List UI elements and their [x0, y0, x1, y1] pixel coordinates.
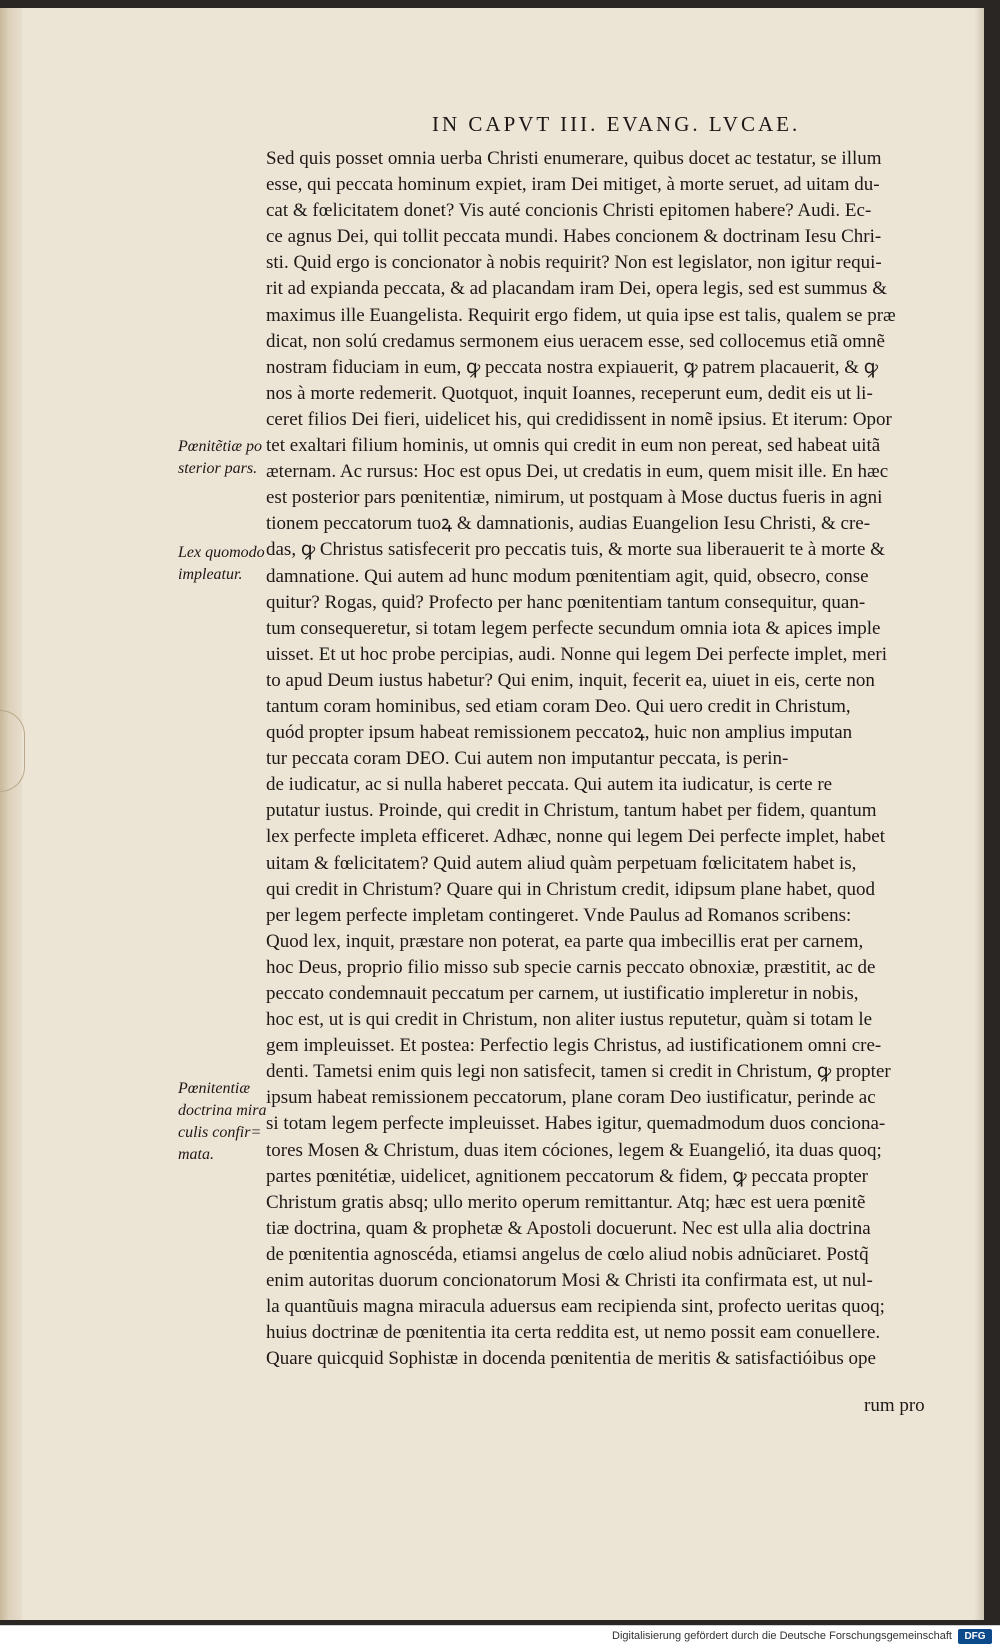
text-line: tionem peccatorum tuoꝝ & damnationis, audias Euangelion Iesu Christi, & cre- — [266, 513, 871, 535]
text-line: æternam. Ac rursus: Hoc est opus Dei, ut credatis in eum, quem misit ille. En hæc — [266, 461, 889, 483]
margin-note-line: doctrina mira — [178, 1102, 267, 1119]
margin-note-line: sterior pars. — [178, 460, 258, 477]
text-line: lex perfecte impleta efficeret. Adhæc, nonne qui legem Dei perfecte implet, habet — [266, 826, 885, 848]
text-line: peccato condemnauit peccatum per carnem, ut iustificatio impleretur in nobis, — [266, 983, 859, 1004]
text-line: per legem perfecte impletam contingeret. Vnde Paulus ad Romanos scribens: — [266, 904, 852, 926]
text-line: de iudicatur, ac si nulla haberet peccata. Qui autem ita iudicatur, is certe re — [266, 774, 833, 796]
text-line: tum consequeretur, si totam legem perfecte secundum omnia iota & apices imple — [266, 617, 881, 639]
text-line: de pœnitentia agnoscéda, etiamsi angelus de cœlo aliud nobis adnũciaret. Postq̃ — [266, 1243, 869, 1265]
page-edge-tab — [0, 710, 25, 792]
margin-note-doctrina — [178, 1078, 270, 1166]
text-line: tiæ doctrina, quam & prophetæ & Apostoli docuerunt. Nec est ulla alia doctrina — [266, 1217, 871, 1239]
text-line: denti. Tametsi enim quis legi non satisfecit, tamen si credit in Christum, ꝙ propter — [266, 1061, 891, 1083]
margin-note-line: Lex quomodo — [178, 544, 265, 561]
text-line: uitam & fœlicitatem? Quid autem aliud quàm perpetuam fœlicitatem habet is, — [266, 852, 857, 874]
text-line: partes pœnitétiæ, uidelicet, agnitionem peccatorum & fidem, ꝙ peccata propter — [266, 1165, 868, 1187]
margin-note-posterior-pars — [178, 436, 270, 480]
funding-notice: Digitalisierung gefördert durch die Deutsche Forschungsgemeinschaft — [612, 1630, 952, 1642]
margin-note-lex-quomodo — [178, 542, 270, 586]
text-line: tur peccata coram DEO. Cui autem non imputantur peccata, is perin- — [266, 748, 789, 770]
running-head: IN CAPVT III. EVANG. LVCAE. — [432, 112, 801, 136]
text-line: qui credit in Christum? Quare qui in Christum credit, idipsum plane habet, quod — [266, 878, 875, 900]
text-line: das, ꝙ Christus satisfecerit pro peccatis tuis, & morte sua liberauerit te à morte & — [266, 539, 885, 561]
text-line: rit ad expianda peccata, & ad placandam iram Dei, opera legis, sed est summus & — [266, 278, 887, 300]
text-line: Quare quicquid Sophistæ in docenda pœnitentia de meritis & satisfactióibus ope — [266, 1348, 876, 1370]
text-line: hoc est, ut is qui credit in Christum, non aliter iustus reputetur, quàm si totam le — [266, 1009, 873, 1031]
page-right-shadow — [974, 8, 984, 1620]
text-line: to apud Deum iustus habetur? Qui enim, inquit, fecerit ea, uiuet in eis, certe non — [266, 669, 875, 691]
margin-note-line: Pœnitentiæ — [178, 1080, 250, 1097]
margin-note-line: mata. — [178, 1146, 214, 1163]
text-line: enim autoritas duorum concionatorum Mosi & Christi ita confirmata est, ut nul- — [266, 1270, 873, 1292]
text-line: tet exaltari filium hominis, ut omnis qui credit in eum non pereat, sed habeat uitã — [266, 435, 881, 457]
text-line: sti. Quid ergo is concionator à nobis requirit? Non est legislator, non igitur requi- — [266, 252, 882, 274]
text-line: dicat, non solú credamus sermonem eius ueracem esse, sed collocemus etiã omnẽ — [266, 330, 885, 352]
text-line: est posterior pars pœnitentiæ, nimirum, ut postquam à Mose ductus fueris in agni — [266, 487, 883, 509]
main-text-block — [266, 146, 956, 1372]
text-line: ce agnus Dei, qui tollit peccata mundi. Habes concionem & doctrinam Iesu Chri- — [266, 226, 882, 248]
text-line: Christum gratis absq; ullo merito operum remittantur. Atq; hæc est uera pœnitẽ — [266, 1191, 866, 1213]
text-line: tores Mosen & Christum, duas item cóciones, legem & Euangelió, ita duas quoq; — [266, 1139, 882, 1161]
text-line: gem impleuisset. Et postea: Perfectio legis Christus, ad iustificationem omni cre- — [266, 1035, 882, 1057]
text-line: cat & fœlicitatem donet? Vis auté concionis Christi epitomen habere? Audi. Ec- — [266, 200, 872, 222]
margin-note-line: Pœnitẽtiæ po — [178, 438, 262, 455]
text-line: si totam legem perfecte impleuisset. Habes igitur, quemadmodum duos conciona- — [266, 1113, 886, 1135]
text-line: Quod lex, inquit, præstare non poterat, ea parte qua imbecillis erat per carnem, — [266, 930, 864, 952]
page-gutter-edge — [0, 8, 22, 1620]
dfg-logo-icon: DFG — [958, 1629, 992, 1644]
text-line: ipsum habeat remissionem peccatorum, plane coram Deo iustificatur, perinde ac — [266, 1087, 876, 1109]
text-line: maximus ille Euangelista. Requirit ergo fidem, ut quia ipse est talis, qualem se præ — [266, 304, 896, 326]
text-line: damnatione. Qui autem ad hunc modum pœnitentiam agit, quid, obsecro, conse — [266, 565, 869, 587]
footer-bar — [0, 1625, 1000, 1648]
text-line: quitur? Rogas, quid? Profecto per hanc pœnitentiam tantum consequitur, quan- — [266, 591, 866, 613]
text-line: huius doctrinæ de pœnitentia ita certa reddita est, ut nemo possit eam conuellere. — [266, 1322, 881, 1344]
text-line: hoc Deus, proprio filio misso sub specie carnis peccato obnoxiæ, præstitit, ac de — [266, 956, 876, 978]
text-line: nos à morte redemerit. Quotquot, inquit Ioannes, receperunt eum, dedit eis ut li- — [266, 382, 873, 404]
text-line: Sed quis posset omnia uerba Christi enumerare, quibus docet ac testatur, se illum — [266, 148, 882, 169]
text-line: uisset. Et ut hoc probe percipias, audi. Nonne qui legem Dei perfecte implet, meri — [266, 643, 887, 665]
text-line: putatur iustus. Proinde, qui credit in Christum, tantum habet per fidem, quantum — [266, 800, 877, 822]
text-line: ceret filios Dei fieri, uidelicet his, qui credidissent in nomẽ ipsius. Et iterum: Opor — [266, 408, 892, 430]
text-line: esse, qui peccata hominum expiet, iram Dei mitiget, à morte seruet, ad uitam du- — [266, 174, 880, 196]
margin-note-line: culis confir= — [178, 1124, 262, 1141]
text-line: quód propter ipsum habeat remissionem peccatoꝝ, huic non amplius imputan — [266, 722, 853, 744]
catchword: rum pro — [864, 1395, 925, 1416]
text-line: tantum coram hominibus, sed etiam coram Deo. Qui uero credit in Christum, — [266, 695, 851, 717]
text-line: la quantũuis magna miracula aduersus eam recipienda sint, profecto ueritas quoq; — [266, 1296, 885, 1318]
margin-note-line: impleatur. — [178, 566, 243, 583]
text-line: nostram fiduciam in eum, ꝙ peccata nostra expiauerit, ꝙ patrem placauerit, & ꝙ — [266, 356, 879, 378]
